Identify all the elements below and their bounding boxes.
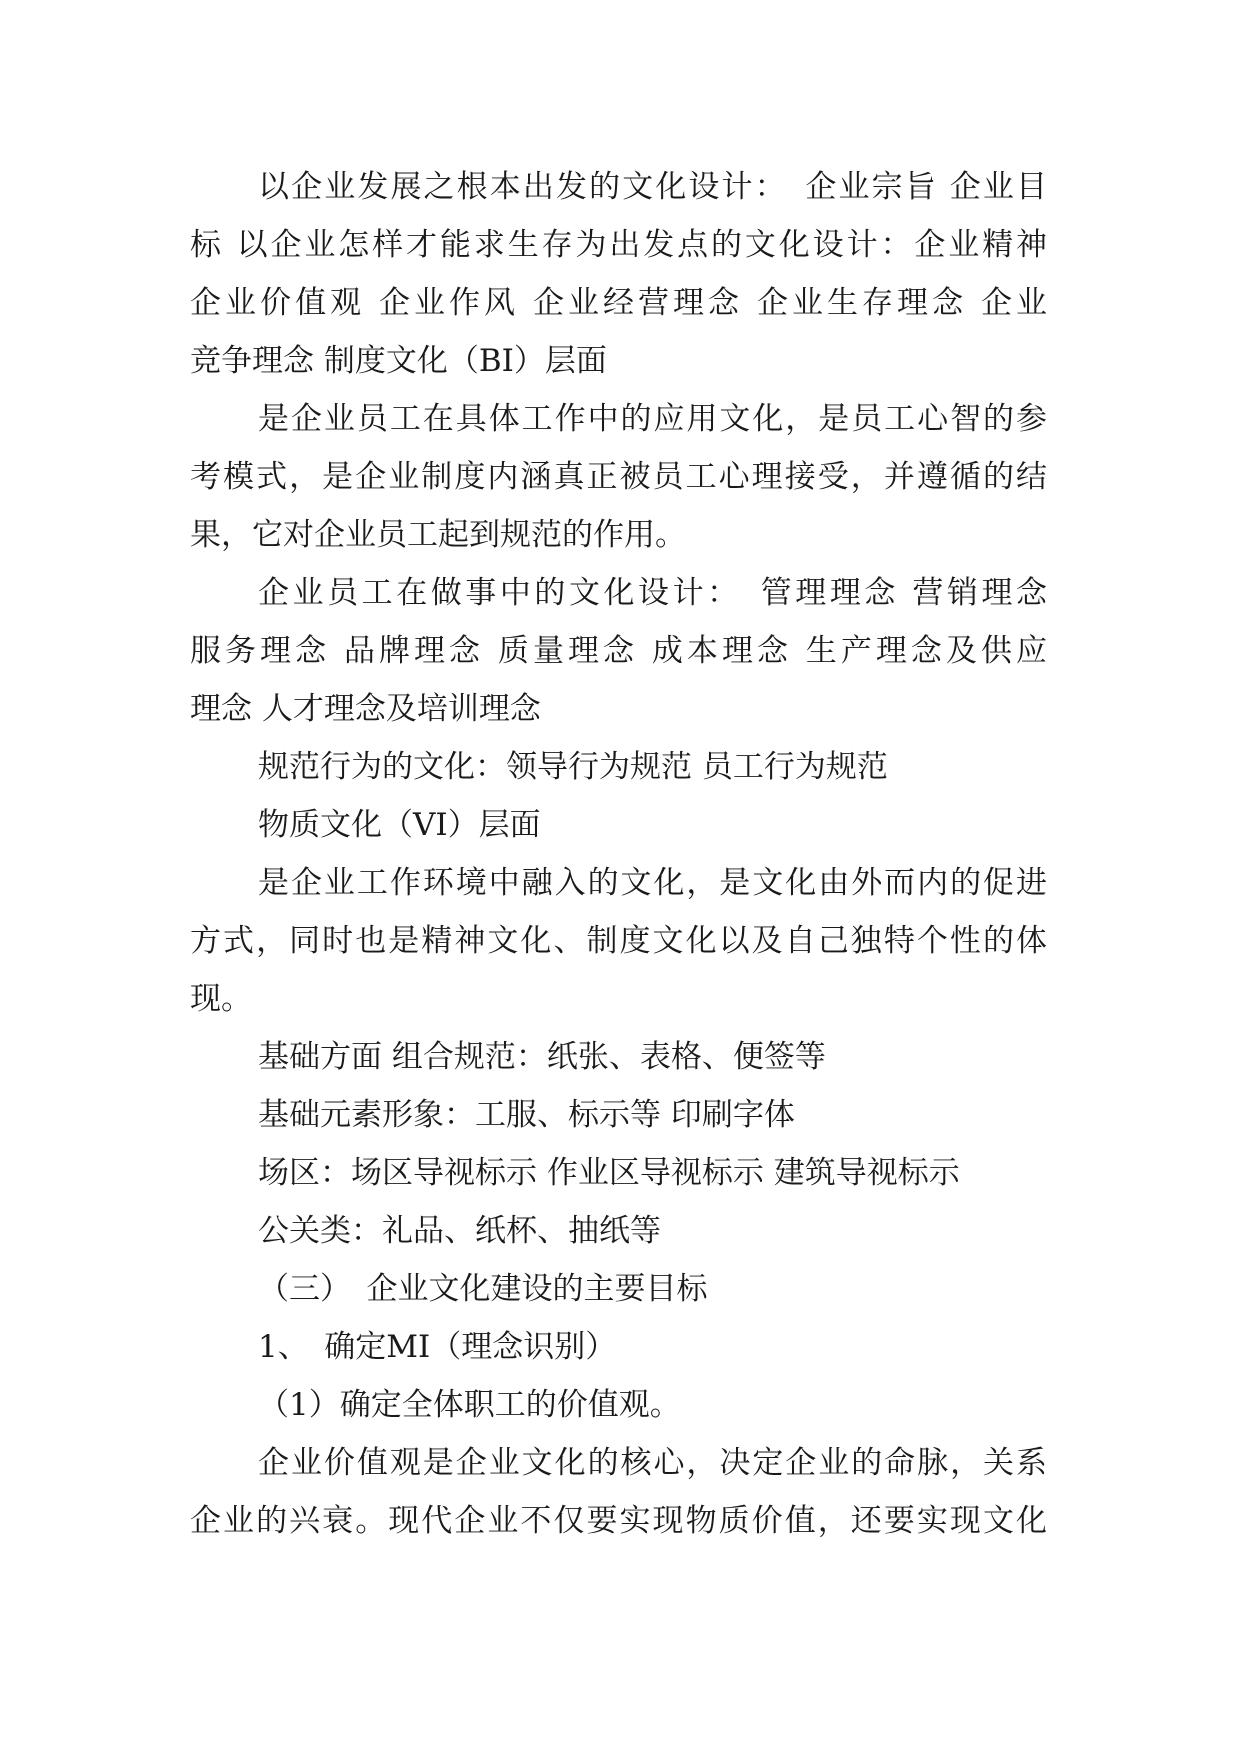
text-line: 场区：场区导视标示 作业区导视标示 建筑导视标示 <box>258 1155 960 1191</box>
text-line: 标 以企业怎样才能求生存为出发点的文化设计：企业精神 <box>190 227 1047 263</box>
text-line: 服务理念 品牌理念 质量理念 成本理念 生产理念及供应 <box>190 633 1047 669</box>
text-line: 企业的兴衰。现代企业不仅要实现物质价值，还要实现文化 <box>190 1503 1047 1539</box>
text-line: 理念 人才理念及培训理念 <box>190 691 541 727</box>
text-line: 企业价值观 企业作风 企业经营理念 企业生存理念 企业 <box>190 285 1047 321</box>
text-line: 是企业员工在具体工作中的应用文化，是员工心智的参 <box>258 401 1047 437</box>
text-line: 企业价值观是企业文化的核心，决定企业的命脉，关系 <box>258 1445 1047 1481</box>
text-line: 是企业工作环境中融入的文化，是文化由外而内的促进 <box>258 865 1047 901</box>
text-line: 基础方面 组合规范：纸张、表格、便签等 <box>258 1039 826 1075</box>
text-line: 企业员工在做事中的文化设计： 管理理念 营销理念 <box>258 575 1047 611</box>
subsection-heading: 1、 确定MI（理念识别） <box>258 1329 617 1365</box>
text-line: 果，它对企业员工起到规范的作用。 <box>190 517 686 553</box>
section-heading: 物质文化（VI）层面 <box>258 807 541 843</box>
text-line: 现。 <box>190 981 252 1017</box>
text-line: 方式，同时也是精神文化、制度文化以及自己独特个性的体 <box>190 923 1047 959</box>
text-line: 竞争理念 制度文化（BI）层面 <box>190 343 607 379</box>
text-line: 公关类：礼品、纸杯、抽纸等 <box>258 1213 661 1249</box>
section-heading: （三） 企业文化建设的主要目标 <box>258 1271 708 1307</box>
subsection-heading: （1）确定全体职工的价值观。 <box>258 1387 681 1423</box>
text-line: 规范行为的文化：领导行为规范 员工行为规范 <box>258 749 888 785</box>
text-line: 以企业发展之根本出发的文化设计： 企业宗旨 企业目 <box>258 169 1047 205</box>
text-line: 基础元素形象：工服、标示等 印刷字体 <box>258 1097 795 1133</box>
text-line: 考模式，是企业制度内涵真正被员工心理接受，并遵循的结 <box>190 459 1047 495</box>
